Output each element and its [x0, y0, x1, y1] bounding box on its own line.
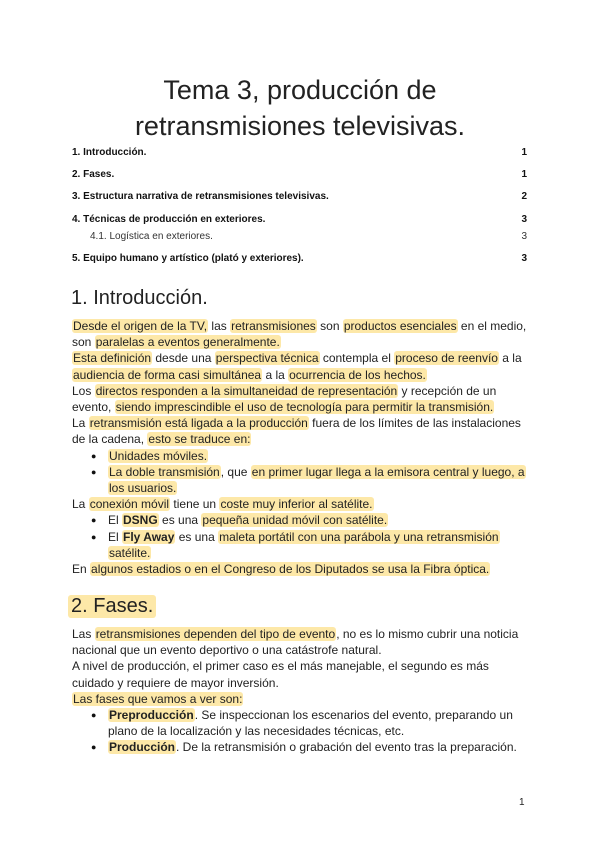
section-heading-fases: 2. Fases. [71, 593, 156, 619]
list-item: ● Preproducción. Se inspeccionan los escenarios del evento, preparando un plano de la localización y las necesidades técnicas, etc. [108, 707, 532, 739]
paragraph: Esta definición desde una perspectiva técnica contempla el proceso de reenvío a la audiencia de forma casi simultánea a la ocurrencia de los hechos. [73, 351, 522, 382]
paragraph: Las fases que vamos a ver son: [73, 691, 243, 706]
document-title: Tema 3, producción de retransmisiones televisivas. [134, 75, 466, 141]
paragraph: La conexión móvil tiene un coste muy inferior al satélite. [72, 497, 373, 512]
list-item: ● Unidades móviles. [108, 448, 532, 464]
toc-entry[interactable]: 1. Introducción. 1 [72, 147, 527, 158]
toc-entry[interactable]: 5. Equipo humano y artístico (plató y exteriores). 3 [72, 253, 527, 264]
toc-subentry[interactable]: 4.1. Logística en exteriores. 3 [90, 231, 527, 242]
section-introduccion-body [72, 318, 532, 577]
toc-entry[interactable]: 4. Técnicas de producción en exteriores. 3 [72, 214, 527, 225]
paragraph: Las retransmisiones dependen del tipo de evento, no es lo mismo cubrir una noticia nacional que un evento deportivo o una catástrofe natural. [72, 627, 519, 658]
paragraph: Desde el origen de la TV, las retransmisiones son productos esenciales en el medio, son paralelas a eventos generalmente. [72, 319, 527, 350]
bullet-list [72, 448, 532, 497]
toc-entry[interactable]: 3. Estructura narrativa de retransmisiones televisivas. 2 [72, 191, 527, 202]
paragraph: La retransmisión está ligada a la producción fuera de los límites de las instalaciones de la cadena, esto se traduce en: [72, 416, 521, 447]
page-number: 1 [519, 797, 525, 808]
list-item: ● El DSNG es una pequeña unidad móvil con satélite. [108, 512, 532, 528]
list-item: ● El Fly Away es una maleta portátil con una parábola y una retransmisión satélite. [108, 529, 532, 561]
list-item: ● Producción. De la retransmisión o grabación del evento tras la preparación. [108, 739, 532, 755]
toc-entry[interactable]: 2. Fases. 1 [72, 169, 527, 180]
list-item: ● La doble transmisión, que en primer lugar llega a la emisora central y luego, a los usuarios. [108, 464, 532, 496]
bullet-list [72, 707, 532, 756]
paragraph: En algunos estadios o en el Congreso de los Diputados se usa la Fibra óptica. [72, 562, 490, 577]
section-heading-introduccion: 1. Introducción. [71, 287, 208, 309]
section-fases-body [72, 626, 532, 756]
paragraph: Los directos responden a la simultaneidad de representación y recepción de un evento, siendo imprescindible el uso de tecnología para permitir la transmisión. [72, 383, 497, 415]
paragraph: A nivel de producción, el primer caso es el más manejable, el segundo es más cuidado y requiere de mayor inversión. [72, 659, 489, 690]
bullet-list [72, 512, 532, 561]
